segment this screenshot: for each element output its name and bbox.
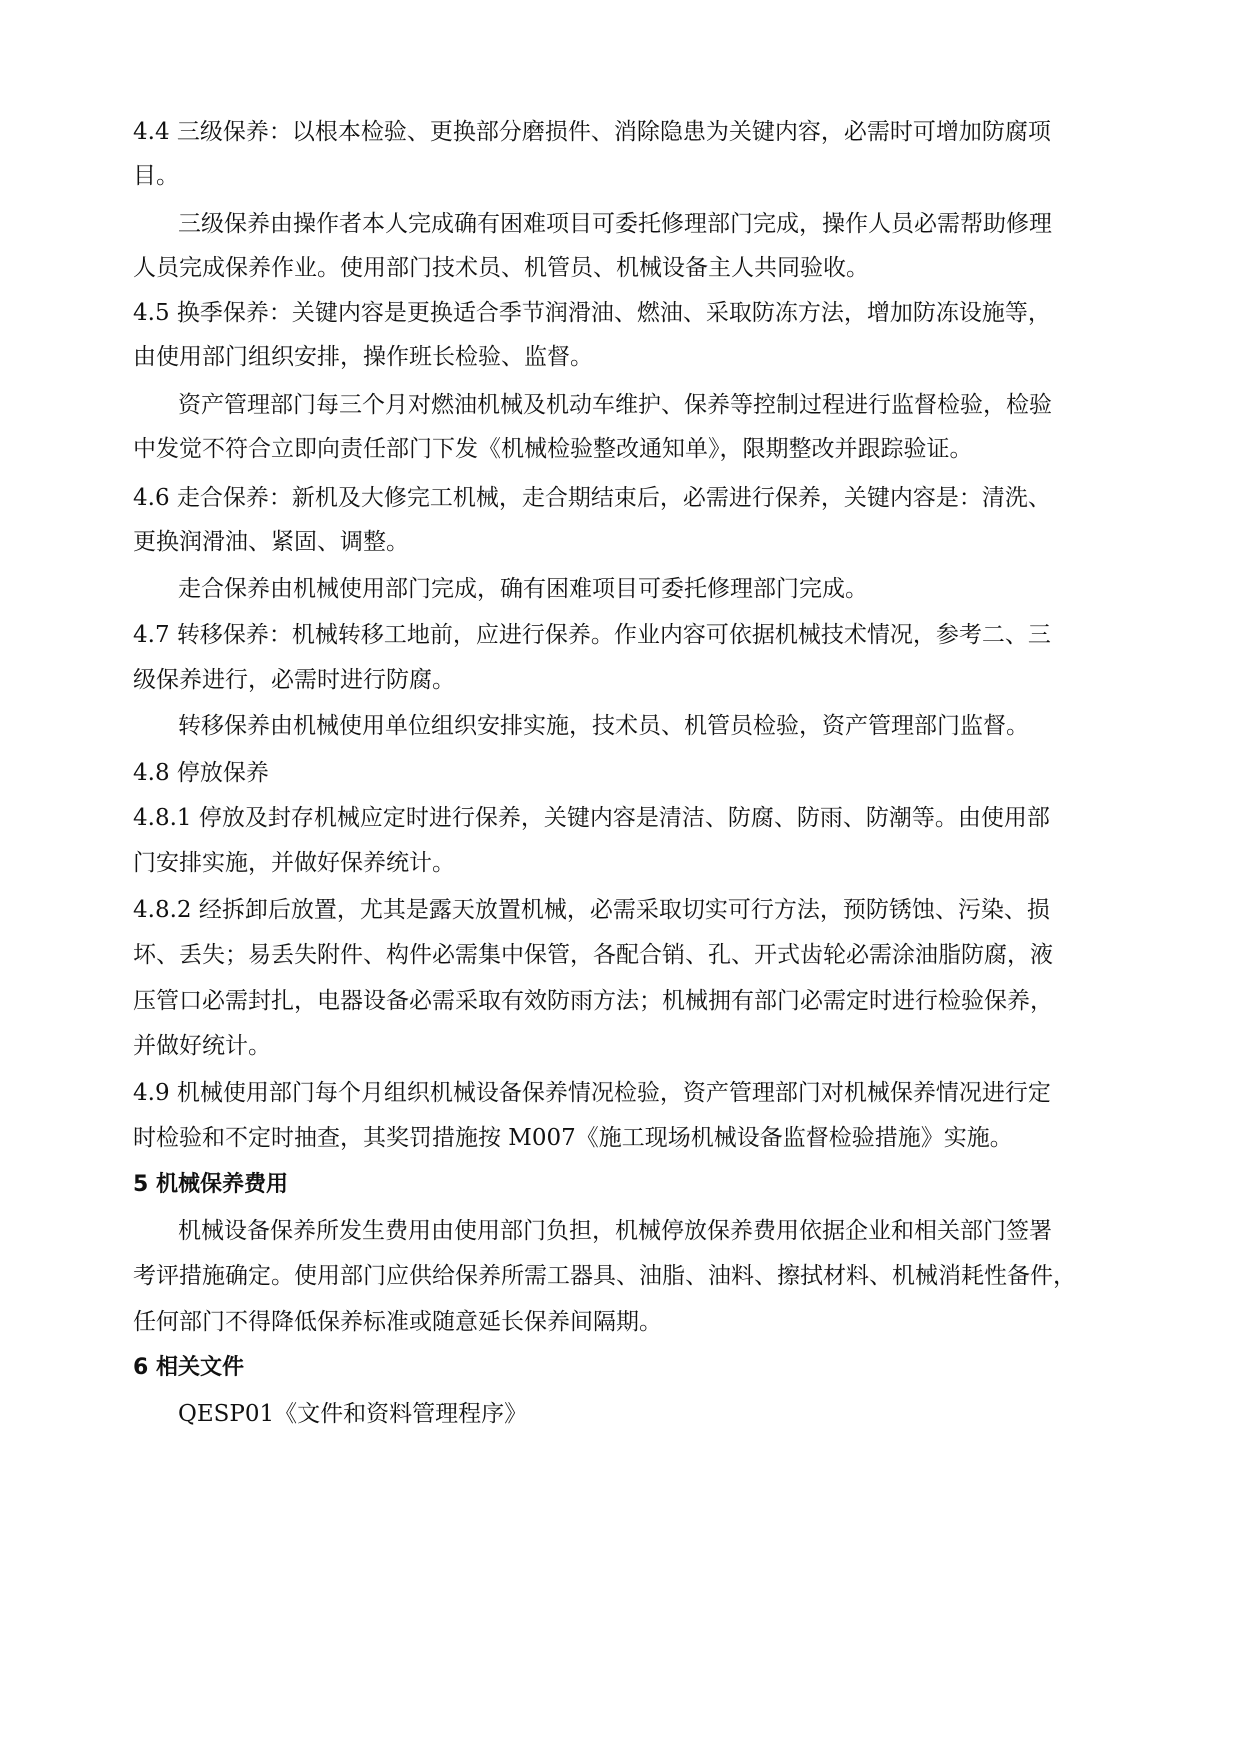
section-4-4-paragraph-line-2: 人员完成保养作业。使用部门技术员、机管员、机械设备主人共同验收。 [133, 255, 869, 281]
section-4-8-heading: 4.8 停放保养 [133, 760, 269, 786]
section-4-9-line-1: 4.9 机械使用部门每个月组织机械设备保养情况检验，资产管理部门对机械保养情况进行定 [133, 1080, 1051, 1106]
section-4-5-paragraph-line-2: 中发觉不符合立即向责任部门下发《机械检验整改通知单》，限期整改并跟踪验证。 [133, 436, 973, 462]
section-4-7-line-2: 级保养进行，必需时进行防腐。 [133, 667, 455, 693]
section-4-7-line-1: 4.7 转移保养：机械转移工地前，应进行保养。作业内容可依据机械技术情况，参考二、三 [133, 622, 1051, 648]
section-4-6-line-1: 4.6 走合保养：新机及大修完工机械，走合期结束后，必需进行保养，关键内容是：清洗、 [133, 485, 1051, 511]
section-4-5-line-1: 4.5 换季保养：关键内容是更换适合季节润滑油、燃油、采取防冻方法，增加防冻设施等， [133, 300, 1051, 326]
section-4-6-paragraph: 走合保养由机械使用部门完成，确有困难项目可委托修理部门完成。 [178, 576, 868, 602]
section-5-heading: 5 机械保养费用 [133, 1172, 288, 1197]
section-4-8-2-line-3: 压管口必需封扎，电器设备必需采取有效防雨方法；机械拥有部门必需定时进行检验保养， [133, 988, 1053, 1014]
section-4-9-line-2: 时检验和不定时抽查，其奖罚措施按 M007《施工现场机械设备监督检验措施》实施。 [133, 1125, 1013, 1151]
section-4-8-1-line-2: 门安排实施，并做好保养统计。 [133, 850, 455, 876]
section-4-8-2-line-1: 4.8.2 经拆卸后放置，尤其是露天放置机械，必需采取切实可行方法，预防锈蚀、污染、损 [133, 897, 1050, 923]
section-4-4-line-1: 4.4 三级保养：以根本检验、更换部分磨损件、消除隐患为关键内容，必需时可增加防腐项 [133, 119, 1051, 145]
section-4-5-line-2: 由使用部门组织安排，操作班长检验、监督。 [133, 344, 593, 370]
section-4-5-paragraph-line-1: 资产管理部门每三个月对燃油机械及机动车维护、保养等控制过程进行监督检验，检验 [178, 392, 1052, 418]
section-5-line-1: 机械设备保养所发生费用由使用部门负担，机械停放保养费用依据企业和相关部门签署 [178, 1218, 1052, 1244]
section-4-7-paragraph: 转移保养由机械使用单位组织安排实施，技术员、机管员检验，资产管理部门监督。 [178, 713, 1029, 739]
related-document-reference: QESP01《文件和资料管理程序》 [178, 1401, 528, 1427]
section-4-8-1-line-1: 4.8.1 停放及封存机械应定时进行保养，关键内容是清洁、防腐、防雨、防潮等。由使用部 [133, 805, 1050, 831]
section-5-line-3: 任何部门不得降低保养标准或随意延长保养间隔期。 [133, 1309, 662, 1335]
section-4-8-2-line-2: 坏、丢失；易丢失附件、构件必需集中保管，各配合销、孔、开式齿轮必需涂油脂防腐，液 [133, 942, 1053, 968]
section-6-heading: 6 相关文件 [133, 1355, 244, 1380]
section-4-6-line-2: 更换润滑油、紧固、调整。 [133, 529, 409, 555]
section-5-line-2: 考评措施确定。使用部门应供给保养所需工器具、油脂、油料、擦拭材料、机械消耗性备件， [133, 1263, 1076, 1289]
section-4-4-paragraph-line-1: 三级保养由操作者本人完成确有困难项目可委托修理部门完成，操作人员必需帮助修理 [178, 211, 1052, 237]
section-4-4-line-2: 目。 [133, 163, 179, 189]
section-4-8-2-line-4: 并做好统计。 [133, 1033, 271, 1059]
